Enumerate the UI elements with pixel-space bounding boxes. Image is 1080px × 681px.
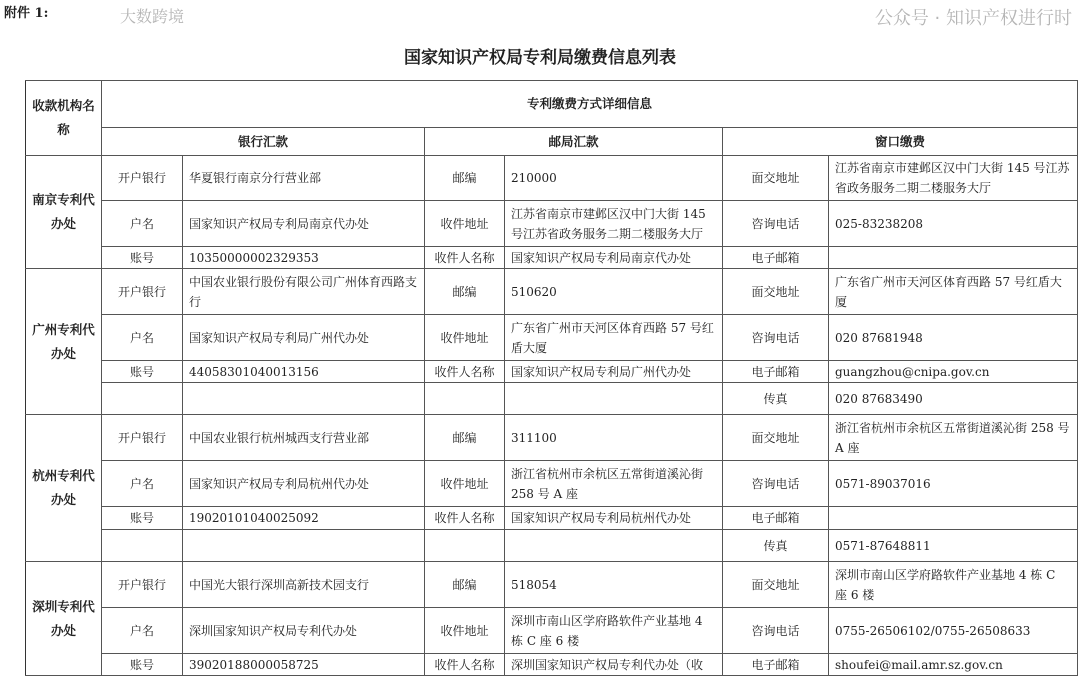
post-field-label: 收件人名称 <box>425 654 505 676</box>
post-field-value: 518054 <box>505 562 723 608</box>
window-field-value: 0571-89037016 <box>829 461 1078 507</box>
window-field-label: 传真 <box>723 530 829 562</box>
table-row <box>26 415 1078 461</box>
bank-field-value: 国家知识产权局专利局南京代办处 <box>183 201 425 247</box>
window-field-value: 0755-26506102/0755-26508633 <box>829 608 1078 654</box>
window-field-label: 咨询电话 <box>723 315 829 361</box>
table-row <box>26 247 1078 269</box>
bank-field-value: 19020101040025092 <box>183 507 425 530</box>
table-row <box>26 315 1078 361</box>
post-field-value: 311100 <box>505 415 723 461</box>
bank-field-label: 开户银行 <box>102 269 183 315</box>
post-field-value: 深圳国家知识产权局专利代办处（收 <box>505 654 723 676</box>
attachment-label: 附件 1: <box>4 6 49 21</box>
post-field-label <box>425 383 505 415</box>
table-row <box>26 201 1078 247</box>
table-row <box>26 608 1078 654</box>
post-field-value: 江苏省南京市建邺区汉中门大街 145 号江苏省政务服务二期二楼服务大厅 <box>505 201 723 247</box>
post-field-label <box>425 530 505 562</box>
window-field-value: 020 87683490 <box>829 383 1078 415</box>
bank-field-value: 中国光大银行深圳高新技术园支行 <box>183 562 425 608</box>
window-field-value <box>829 507 1078 530</box>
header-row <box>26 81 1078 128</box>
fee-info-table <box>25 80 1078 676</box>
bank-field-label: 账号 <box>102 247 183 269</box>
bank-field-label: 开户银行 <box>102 562 183 608</box>
table-row <box>26 156 1078 201</box>
bank-field-label: 开户银行 <box>102 415 183 461</box>
org-column-header: 收款机构名称 <box>26 81 102 156</box>
post-field-value: 国家知识产权局专利局杭州代办处 <box>505 507 723 530</box>
post-field-label: 邮编 <box>425 269 505 315</box>
window-field-label: 咨询电话 <box>723 201 829 247</box>
office-name: 深圳专利代办处 <box>26 562 102 676</box>
window-field-value: 广东省广州市天河区体育西路 57 号红盾大厦 <box>829 269 1078 315</box>
bank-field-value <box>183 383 425 415</box>
post-field-value: 国家知识产权局专利局广州代办处 <box>505 361 723 383</box>
post-field-value: 210000 <box>505 156 723 201</box>
watermark-brand: 大数跨境 <box>120 7 185 26</box>
bank-field-value: 深圳国家知识产权局专利代办处 <box>183 608 425 654</box>
bank-field-label <box>102 383 183 415</box>
window-field-value: 020 87681948 <box>829 315 1078 361</box>
window-field-label: 传真 <box>723 383 829 415</box>
bank-field-value <box>183 530 425 562</box>
table-row <box>26 562 1078 608</box>
window-header: 窗口缴费 <box>723 128 1078 156</box>
table-row <box>26 269 1078 315</box>
window-field-value <box>829 247 1078 269</box>
bank-field-label: 开户银行 <box>102 156 183 201</box>
bank-field-value: 中国农业银行股份有限公司广州体育西路支行 <box>183 269 425 315</box>
bank-field-value: 国家知识产权局专利局广州代办处 <box>183 315 425 361</box>
table-row <box>26 383 1078 415</box>
table-row <box>26 654 1078 676</box>
table-row <box>26 361 1078 383</box>
window-field-label: 咨询电话 <box>723 608 829 654</box>
window-field-value: shoufei@mail.amr.sz.gov.cn <box>829 654 1078 676</box>
office-name: 杭州专利代办处 <box>26 415 102 562</box>
post-field-label: 收件人名称 <box>425 507 505 530</box>
bank-field-value: 国家知识产权局专利局杭州代办处 <box>183 461 425 507</box>
bank-field-value: 39020188000058725 <box>183 654 425 676</box>
window-field-value: 江苏省南京市建邺区汉中门大街 145 号江苏省政务服务二期二楼服务大厅 <box>829 156 1078 201</box>
post-field-label: 邮编 <box>425 156 505 201</box>
window-field-label: 电子邮箱 <box>723 654 829 676</box>
bank-field-value: 10350000002329353 <box>183 247 425 269</box>
bank-field-value: 44058301040013156 <box>183 361 425 383</box>
post-field-label: 收件地址 <box>425 461 505 507</box>
document-title: 国家知识产权局专利局缴费信息列表 <box>404 48 676 68</box>
window-field-label: 电子邮箱 <box>723 361 829 383</box>
post-field-label: 收件人名称 <box>425 247 505 269</box>
window-field-label: 面交地址 <box>723 415 829 461</box>
post-header: 邮局汇款 <box>425 128 723 156</box>
watermark-wechat: 公众号 · 知识产权进行时 <box>874 8 1072 29</box>
bank-field-label: 账号 <box>102 507 183 530</box>
subheader-row <box>26 128 1078 156</box>
detail-header: 专利缴费方式详细信息 <box>102 81 1078 128</box>
office-name: 广州专利代办处 <box>26 269 102 415</box>
post-field-label: 邮编 <box>425 415 505 461</box>
post-field-value: 510620 <box>505 269 723 315</box>
post-field-value: 浙江省杭州市余杭区五常街道溪沁街 258 号 A 座 <box>505 461 723 507</box>
post-field-value <box>505 383 723 415</box>
post-field-label: 收件地址 <box>425 201 505 247</box>
window-field-label: 电子邮箱 <box>723 507 829 530</box>
bank-field-label <box>102 530 183 562</box>
window-field-label: 面交地址 <box>723 156 829 201</box>
bank-field-label: 户名 <box>102 461 183 507</box>
window-field-value: 0571-87648811 <box>829 530 1078 562</box>
bank-field-value: 中国农业银行杭州城西支行营业部 <box>183 415 425 461</box>
bank-field-label: 户名 <box>102 315 183 361</box>
table-row <box>26 461 1078 507</box>
post-field-value: 深圳市南山区学府路软件产业基地 4 栋 C 座 6 楼 <box>505 608 723 654</box>
post-field-label: 收件地址 <box>425 315 505 361</box>
bank-header: 银行汇款 <box>102 128 425 156</box>
post-field-value <box>505 530 723 562</box>
window-field-label: 电子邮箱 <box>723 247 829 269</box>
bank-field-value: 华夏银行南京分行营业部 <box>183 156 425 201</box>
window-field-value: 025-83238208 <box>829 201 1078 247</box>
window-field-label: 咨询电话 <box>723 461 829 507</box>
post-field-label: 收件人名称 <box>425 361 505 383</box>
bank-field-label: 账号 <box>102 654 183 676</box>
window-field-label: 面交地址 <box>723 269 829 315</box>
window-field-label: 面交地址 <box>723 562 829 608</box>
table-row <box>26 507 1078 530</box>
office-name: 南京专利代办处 <box>26 156 102 269</box>
bank-field-label: 户名 <box>102 201 183 247</box>
post-field-value: 广东省广州市天河区体育西路 57 号红盾大厦 <box>505 315 723 361</box>
post-field-label: 收件地址 <box>425 608 505 654</box>
window-field-value: guangzhou@cnipa.gov.cn <box>829 361 1078 383</box>
bank-field-label: 账号 <box>102 361 183 383</box>
table-row <box>26 530 1078 562</box>
post-field-value: 国家知识产权局专利局南京代办处 <box>505 247 723 269</box>
window-field-value: 浙江省杭州市余杭区五常街道溪沁街 258 号 A 座 <box>829 415 1078 461</box>
bank-field-label: 户名 <box>102 608 183 654</box>
window-field-value: 深圳市南山区学府路软件产业基地 4 栋 C 座 6 楼 <box>829 562 1078 608</box>
post-field-label: 邮编 <box>425 562 505 608</box>
